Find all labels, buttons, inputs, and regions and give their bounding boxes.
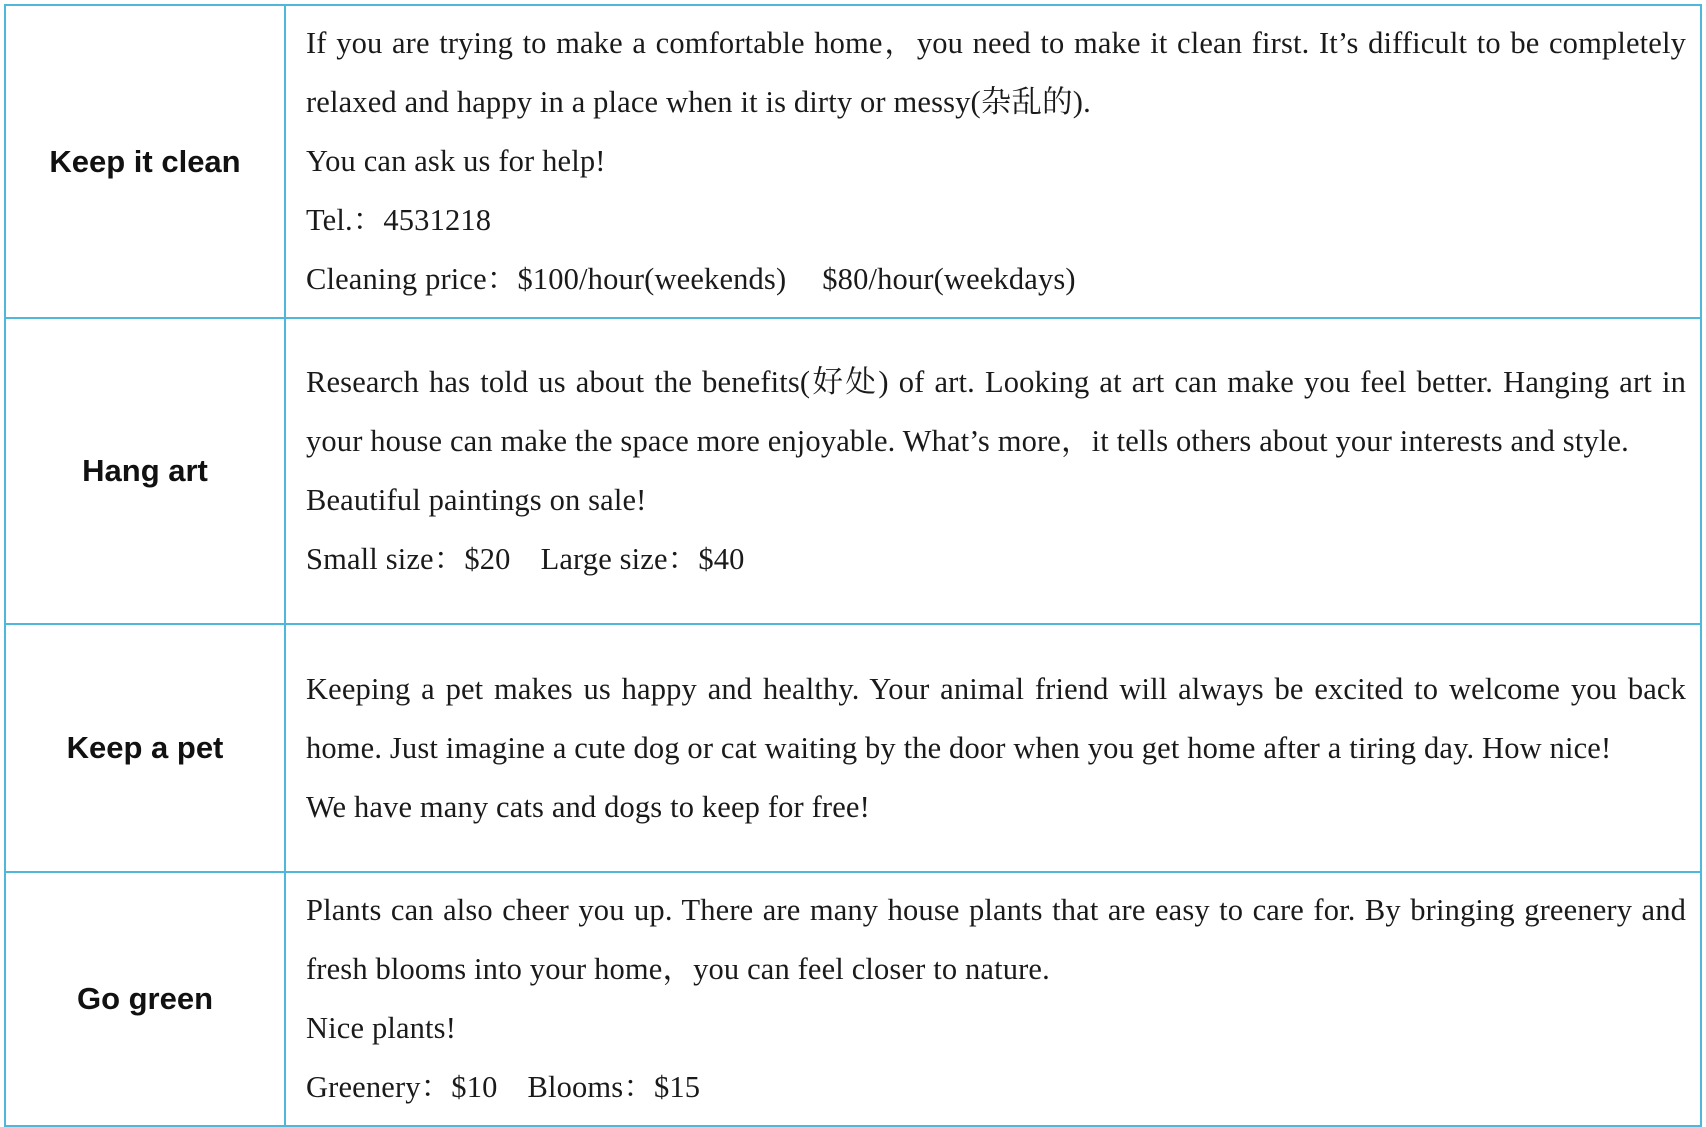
price-weekends: $100/hour(weekends)	[517, 262, 787, 296]
price-blooms: Blooms：$15	[527, 1070, 701, 1104]
price-large: Large size：$40	[540, 542, 745, 576]
row-content	[285, 318, 1701, 624]
table-row	[5, 318, 1701, 624]
price-line	[306, 1058, 1686, 1117]
row-label: Keep it clean	[5, 5, 285, 318]
row-content	[285, 624, 1701, 872]
row-line: You can ask us for help!	[306, 144, 606, 178]
row-paragraph: If you are trying to make a comfortable home，you need to make it clean first. It’s difficult to be completely relaxed and happy in a place when it is dirty or messy(杂乱的).	[306, 26, 1686, 119]
table-row	[5, 872, 1701, 1126]
document	[4, 4, 1702, 1111]
row-paragraph: Plants can also cheer you up. There are many house plants that are easy to care for. By bringing greenery and fresh blooms into your home，you can feel closer to nature.	[306, 893, 1686, 986]
price-greenery: Greenery：$10	[306, 1070, 498, 1104]
price-label: Cleaning price：	[306, 262, 518, 296]
row-label: Hang art	[5, 318, 285, 624]
row-content	[285, 872, 1701, 1126]
row-paragraph: Keeping a pet makes us happy and healthy. Your animal friend will always be excited to welcome you back home. Just imagine a cute dog or cat waiting by the door when you get home after a tiring day. How nice!	[306, 671, 1686, 765]
row-paragraph: Research has told us about the benefits(好处) of art. Looking at art can make you feel better. Hanging art in your house can make the space more enjoyable. What’s more，it tells others about your interests and style.	[306, 365, 1686, 458]
table-row	[5, 5, 1701, 318]
row-line: Nice plants!	[306, 1011, 457, 1045]
price-small: Small size：$20	[306, 542, 511, 576]
price-line	[306, 250, 1686, 309]
price-line	[306, 530, 1686, 589]
price-weekdays: $80/hour(weekdays)	[822, 262, 1076, 296]
row-line: We have many cats and dogs to keep for free!	[306, 789, 870, 824]
row-label: Go green	[5, 872, 285, 1126]
info-table	[4, 4, 1702, 1127]
row-line: Tel.：4531218	[306, 203, 492, 237]
table-row	[5, 624, 1701, 872]
row-content	[285, 5, 1701, 318]
row-label: Keep a pet	[5, 624, 285, 872]
row-line: Beautiful paintings on sale!	[306, 483, 647, 517]
